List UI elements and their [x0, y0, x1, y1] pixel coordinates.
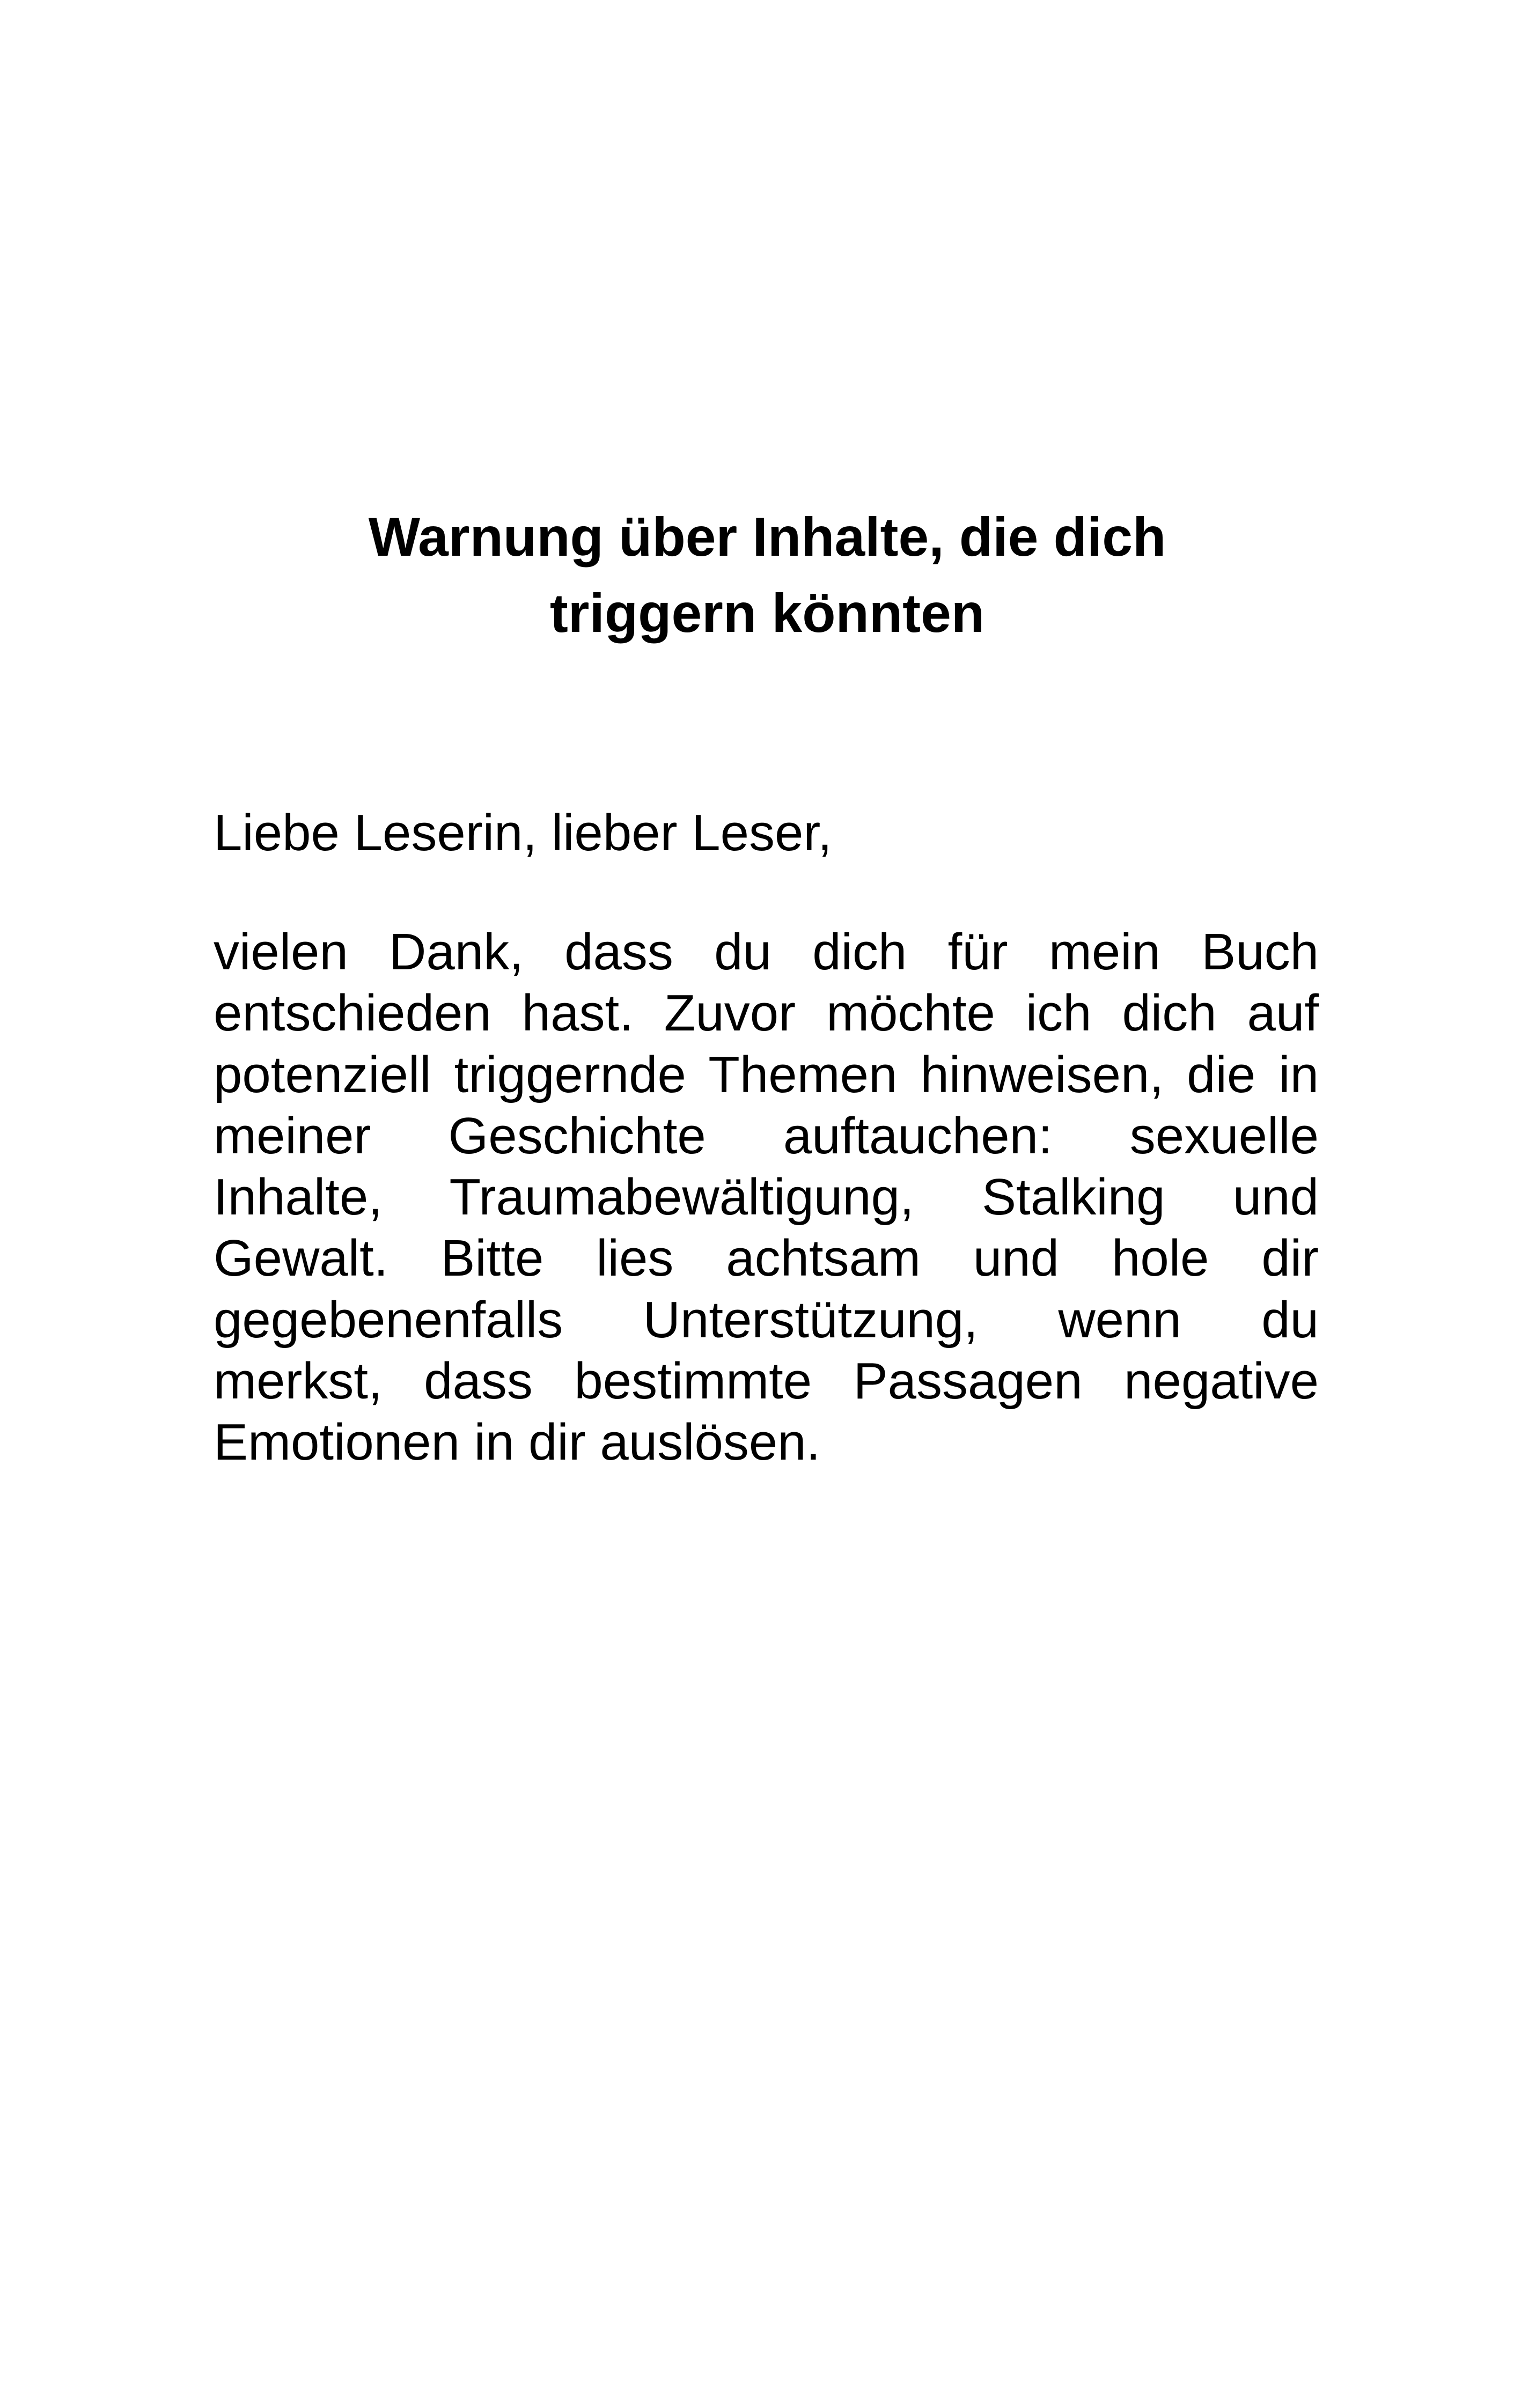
title-line: Warnung über Inhalte, die dich — [368, 506, 1166, 568]
page-title — [215, 499, 1320, 651]
paragraph-line: Inhalte, Traumabewältigung, Stalking und — [214, 1168, 1319, 1226]
paragraph-line: merkst, dass bestimmte Passagen negative — [214, 1352, 1319, 1410]
title-line: triggern könnten — [549, 583, 985, 644]
salutation: Liebe Leserin, lieber Leser, — [214, 804, 832, 861]
paragraph-line: gegebenenfalls Unterstützung, wenn du — [214, 1291, 1319, 1349]
paragraph-line: vielen Dank, dass du dich für mein Buch — [214, 923, 1319, 981]
paragraph-line: Emotionen in dir auslösen. — [214, 1413, 821, 1471]
warning-paragraph — [214, 922, 1319, 1474]
paragraph-line: potenziell triggernde Themen hinweisen, die in — [214, 1045, 1319, 1103]
paragraph-line: Gewalt. Bitte lies achtsam und hole dir — [214, 1229, 1319, 1287]
paragraph-line: meiner Geschichte auftauchen: sexuelle — [214, 1107, 1319, 1165]
paragraph-line: entschieden hast. Zuvor möchte ich dich auf — [214, 984, 1319, 1042]
